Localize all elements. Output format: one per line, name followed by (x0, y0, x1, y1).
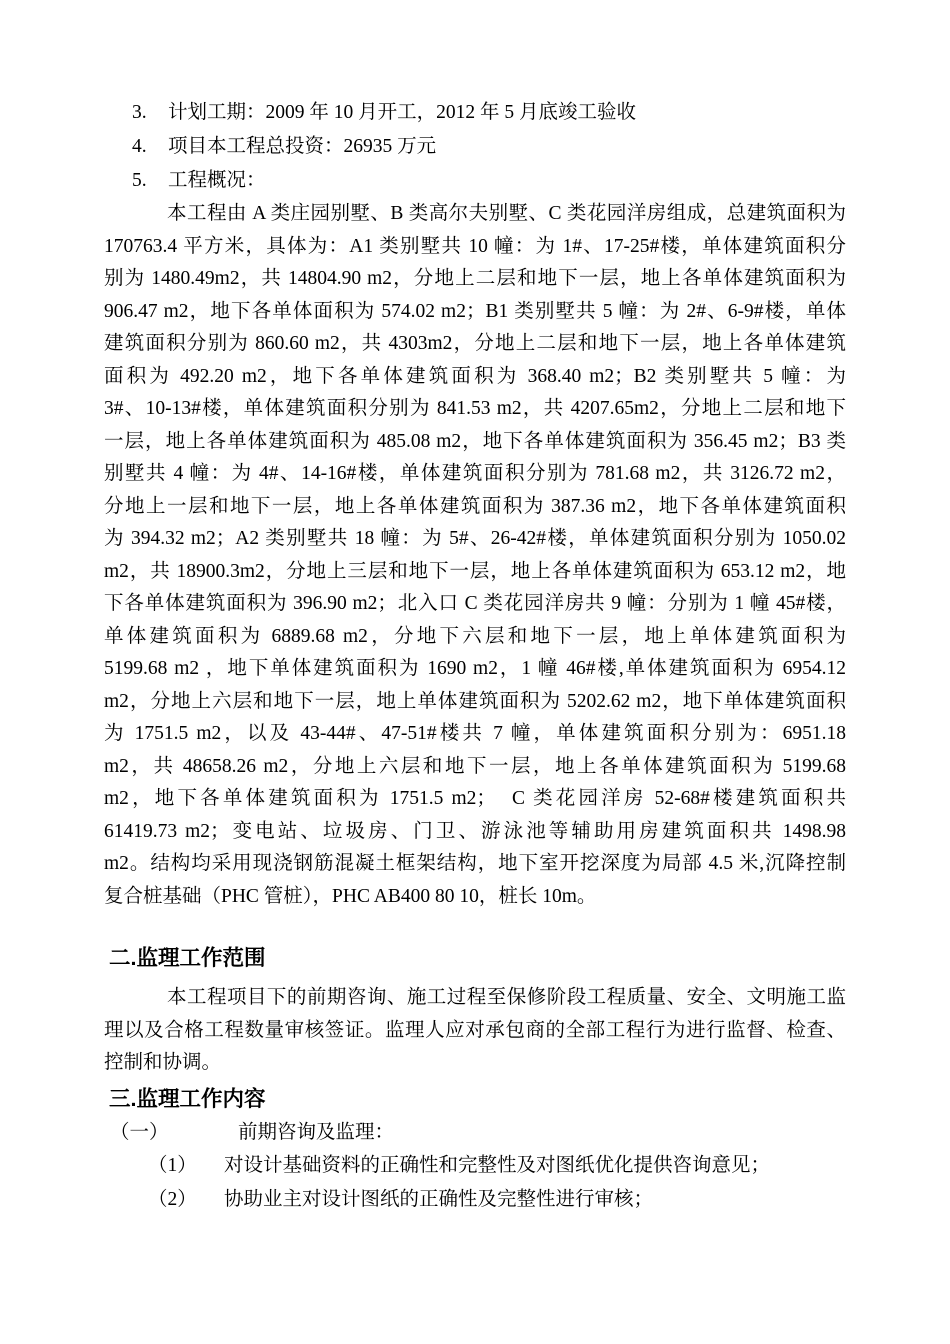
sub-item-1 (104, 1149, 846, 1183)
content-item-list (104, 1116, 846, 1217)
section-heading-scope: 二.监理工作范围 (109, 946, 266, 970)
text-line: 理以及合格工程数量审核签证。监理人应对承包商的全部工程行为进行监督、检查、 (104, 1019, 846, 1041)
text-line: 61419.73 m2；变电站、垃圾房、门卫、游泳池等辅助用房建筑面积共 1498.98 (104, 820, 846, 842)
text-line: 建筑面积分别为 860.60 m2，共 4303m2，分地上二层和地下一层，地上各单体建筑 (104, 333, 846, 354)
list-item-3 (104, 96, 846, 130)
text-line: 下各单体建筑面积为 396.90 m2；北入口 C 类花园洋房共 9 幢：分别为 1 幢 45#楼， (104, 593, 846, 614)
sub-item-2 (104, 1183, 846, 1217)
list-item-text: 工程概况： (168, 170, 266, 191)
sub-item-marker: （2） (148, 1188, 197, 1210)
sub-item-text: 前期咨询及监理： (238, 1121, 395, 1143)
sub-item-text: 协助业主对设计图纸的正确性及完整性进行审核； (224, 1188, 654, 1210)
list-marker: 4. (132, 136, 147, 157)
sub-item-marker: （一） (110, 1121, 169, 1143)
text-line: m2。结构均采用现浇钢筋混凝土框架结构，地下室开挖深度为局部 4.5 米,沉降控制 (104, 853, 846, 874)
text-line: m2，分地上六层和地下一层，地上单体建筑面积为 5202.62 m2，地下单体建筑面积 (104, 690, 846, 712)
project-overview-paragraph (104, 198, 846, 913)
text-line: 5199.68 m2 ，地下单体建筑面积为 1690 m2，1 幢 46#楼,单体建筑面积为 6954.12 (104, 658, 846, 679)
text-line: m2，地下各单体建筑面积为 1751.5 m2； C 类花园洋房 52-68#楼建筑面积共 (104, 788, 846, 809)
text-line: 别墅共 4 幢：为 4#、14-16#楼，单体建筑面积分别为 781.68 m2，共 3126.72 m2， (104, 463, 846, 484)
list-item-5 (104, 164, 846, 198)
text-line: 一层，地上各单体建筑面积为 485.08 m2，地下各单体建筑面积为 356.45 m2；B3 类 (104, 430, 846, 452)
sub-item-yi (104, 1116, 846, 1150)
text-line: 为 1751.5 m2，以及 43-44#、47-51#楼共 7 幢，单体建筑面积分别为：6951.18 (104, 723, 846, 744)
list-item-text: 计划工期：2009 年 10 月开工，2012 年 5 月底竣工验收 (168, 102, 637, 123)
sub-item-text: 对设计基础资料的正确性和完整性及对图纸优化提供咨询意见； (224, 1155, 771, 1176)
text-line: m2，共 48658.26 m2，分地上六层和地下一层，地上各单体建筑面积为 5199.68 (104, 755, 846, 777)
text-line: 单体建筑面积为 6889.68 m2，分地下六层和地下一层，地上单体建筑面积为 (104, 625, 846, 647)
list-marker: 5. (132, 170, 147, 191)
text-line: 本工程项目下的前期咨询、施工过程至保修阶段工程质量、安全、文明施工监 (167, 987, 846, 1008)
text-line: 3#、10-13#楼，单体建筑面积分别为 841.53 m2，共 4207.65m2，分地上二层和地下 (104, 398, 846, 419)
text-line: 170763.4 平方米，具体为：A1 类别墅共 10 幢：为 1#、17-25#楼，单体建筑面积分 (104, 235, 846, 257)
text-line: 别为 1480.49m2，共 14804.90 m2，分地上二层和地下一层，地上各单体建筑面积为 (104, 268, 846, 289)
list-item-4 (104, 130, 846, 164)
text-line: 为 394.32 m2；A2 类别墅共 18 幢：为 5#、26-42#楼，单体建筑面积分别为 1050.02 (104, 528, 846, 549)
text-line: 分地上一层和地下一层，地上各单体建筑面积为 387.36 m2，地下各单体建筑面积 (104, 495, 846, 517)
text-line: 复合桩基础（PHC 管桩），PHC AB400 80 10，桩长 10m。 (104, 885, 597, 907)
scope-paragraph (104, 982, 846, 1080)
section-heading-content: 三.监理工作内容 (109, 1086, 266, 1111)
text-line: 906.47 m2，地下各单体面积为 574.02 m2；B1 类别墅共 5 幢：为 2#、6-9#楼，单体 (104, 300, 846, 322)
list-item-text: 项目本工程总投资：26935 万元 (168, 136, 437, 157)
text-line: 控制和协调。 (104, 1052, 222, 1073)
sub-item-marker: （1） (148, 1155, 197, 1176)
text-line: 本工程由 A 类庄园别墅、B 类高尔夫别墅、C 类花园洋房组成，总建筑面积为 (167, 203, 846, 224)
text-line: 面积为 492.20 m2，地下各单体建筑面积为 368.40 m2；B2 类别墅共 5 幢：为 (104, 365, 846, 387)
list-marker: 3. (132, 102, 147, 123)
text-line: m2，共 18900.3m2，分地上三层和地下一层，地上各单体建筑面积为 653.12 m2，地 (104, 560, 846, 582)
